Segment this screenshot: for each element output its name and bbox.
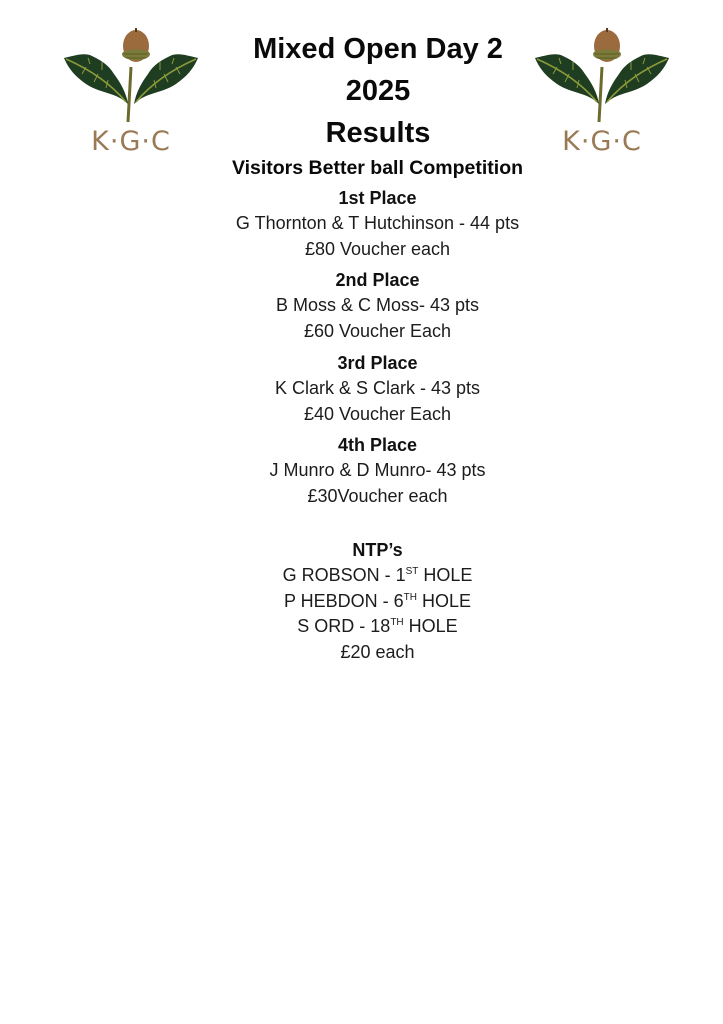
place-heading: 2nd Place [335, 270, 420, 290]
kgc-logo-left [56, 22, 206, 162]
place-2nd [0, 268, 723, 344]
place-players: B Moss & C Moss- 43 pts [275, 295, 480, 315]
ntp-heading: NTP’s [352, 540, 403, 560]
logo-text: K·G·C [91, 126, 171, 157]
ntp-entry: G ROBSON - 1ST HOLE [282, 565, 473, 585]
place-1st [0, 186, 723, 262]
place-3rd [0, 351, 723, 427]
competition-title: Visitors Better ball Competition [231, 157, 524, 179]
place-prize: £80 Voucher each [304, 238, 451, 259]
place-prize: £60 Voucher Each [303, 320, 452, 341]
place-prize: £30Voucher each [307, 485, 448, 506]
title-line-2: 2025 [345, 75, 411, 107]
ntp-section [0, 538, 723, 665]
ntp-entry: S ORD - 18TH HOLE [297, 616, 458, 636]
place-prize: £40 Voucher Each [303, 403, 452, 424]
place-players: G Thornton & T Hutchinson - 44 pts [235, 213, 520, 233]
title-line-3: Results [325, 117, 431, 149]
ntp-entry: P HEBDON - 6TH HOLE [283, 590, 472, 611]
place-heading: 4th Place [337, 435, 418, 455]
place-4th [0, 433, 723, 509]
title-line-1: Mixed Open Day 2 [253, 33, 503, 65]
ntp-prize: £20 each [340, 641, 415, 662]
place-players: J Munro & D Munro- 43 pts [269, 460, 486, 480]
place-players: K Clark & S Clark - 43 pts [274, 378, 481, 398]
place-heading: 1st Place [338, 188, 417, 208]
logo-text: K·G·C [562, 126, 642, 157]
place-heading: 3rd Place [337, 353, 418, 373]
page-title [200, 28, 556, 154]
oak-leaves-acorn-icon [56, 22, 206, 122]
